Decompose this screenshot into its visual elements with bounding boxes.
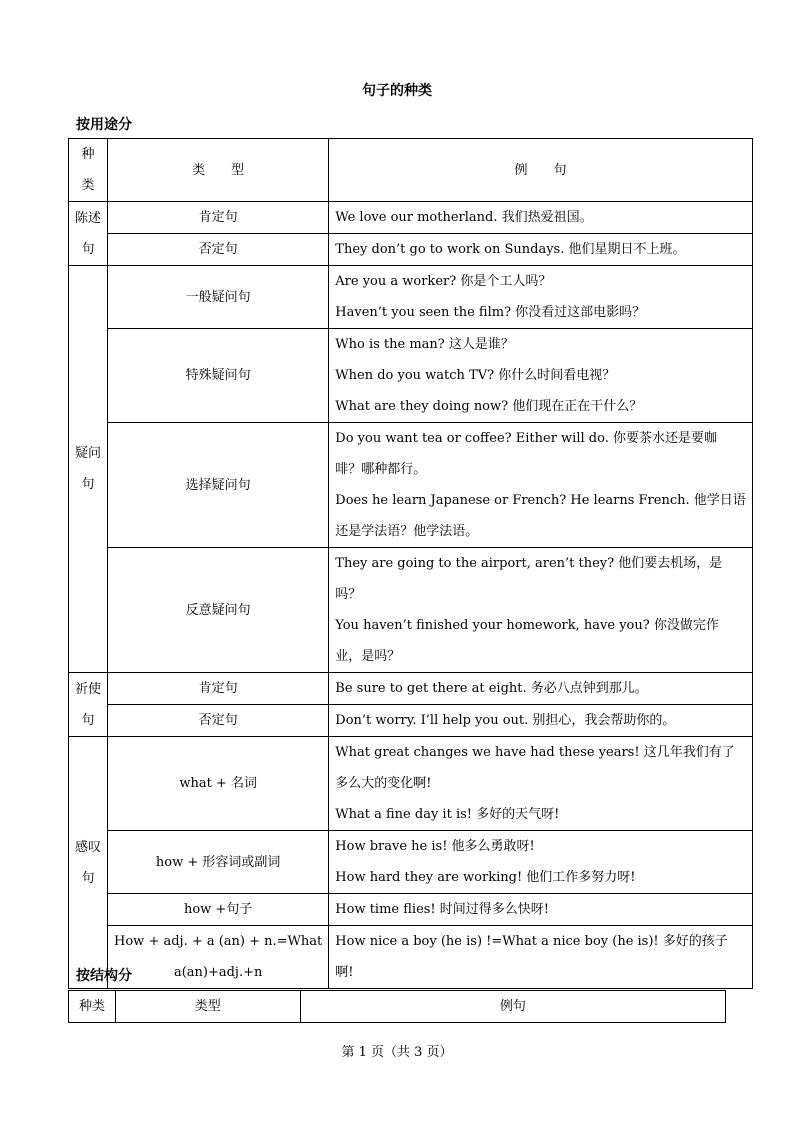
sentence-type-cell (108, 926, 329, 989)
table-row (69, 831, 753, 894)
example-cell (329, 737, 752, 831)
example-line: We love our motherland. 我们热爱祖国。 (335, 210, 593, 225)
header-example: 例句 (300, 991, 725, 1023)
example-line: Are you a worker? 你是个工人吗？ (335, 274, 552, 289)
sentence-kind-cell: 感叹句 (69, 737, 108, 989)
example-line: What are they doing now? 他们现在正在干什么？ (335, 399, 643, 414)
sentence-type-cell: how +句子 (108, 894, 329, 926)
example-cell (329, 894, 752, 926)
page-title: 句子的种类 (362, 83, 432, 99)
sentence-kind-cell: 陈述句 (69, 202, 108, 266)
example-line: How brave he is! 他多么勇敢呀! (335, 839, 535, 854)
example-cell (329, 202, 752, 234)
sentence-type-cell: 肯定句 (108, 202, 329, 234)
sentence-type-cell: 特殊疑问句 (108, 329, 329, 423)
example-line: Don’t worry. I’ll help you out. 别担心，我会帮助你的。 (335, 713, 676, 728)
example-line: 业，是吗？ (335, 649, 401, 664)
table-row (69, 705, 753, 737)
section-heading-by-structure: 按结构分 (76, 968, 132, 984)
sentence-type-line: How + adj. + a (an) + n.=What (114, 934, 323, 949)
table-row (69, 894, 753, 926)
sentence-type-line: a(an)+adj.+n (173, 965, 263, 980)
sentence-type-cell: 肯定句 (108, 673, 329, 705)
header-type: 类 型 (108, 139, 329, 202)
example-line: They don’t go to work on Sundays. 他们星期日不上班。 (335, 242, 686, 257)
table-row (69, 329, 753, 423)
example-line: When do you watch TV? 你什么时间看电视？ (335, 368, 616, 383)
example-line: Who is the man? 这人是谁？ (335, 337, 514, 352)
example-line: 啊! (335, 965, 354, 980)
sentence-type-cell: 否定句 (108, 234, 329, 266)
page-footer: 第 1 页（共 3 页） (341, 1045, 453, 1060)
sentence-type-cell: 否定句 (108, 705, 329, 737)
sentence-type-cell: 反意疑问句 (108, 548, 329, 673)
table-header-row (69, 139, 753, 202)
table-row (69, 202, 753, 234)
example-cell (329, 329, 752, 423)
example-line: Be sure to get there at eight. 务必八点钟到那儿。 (335, 681, 648, 696)
example-line: How hard they are working! 他们工作多努力呀! (335, 870, 636, 885)
example-line: What great changes we have had these years! 这几年我们有了 (335, 745, 735, 760)
section-heading-by-use: 按用途分 (76, 117, 132, 133)
table-header-row (69, 991, 726, 1023)
example-cell (329, 266, 752, 329)
example-line: Do you want tea or coffee? Either will do. 你要茶水还是要咖 (335, 431, 717, 446)
header-example: 例 句 (329, 139, 752, 202)
example-line: 多么大的变化啊! (335, 776, 432, 791)
example-line: What a fine day it is! 多好的天气呀! (335, 807, 560, 822)
table-row (69, 673, 753, 705)
sentence-type-table-by-use (68, 138, 753, 989)
example-cell (329, 926, 752, 989)
table-row (69, 266, 753, 329)
example-cell (329, 548, 752, 673)
table-row (69, 737, 753, 831)
example-line: Haven’t you seen the film? 你没看过这部电影吗？ (335, 305, 646, 320)
example-line: How time flies! 时间过得多么快呀! (335, 902, 550, 917)
example-cell (329, 705, 752, 737)
example-line: They are going to the airport, aren’t they? 他们要去机场，是 (335, 556, 723, 571)
example-cell (329, 831, 752, 894)
header-kind: 种 类 (69, 139, 108, 202)
sentence-type-cell: how + 形容词或副词 (108, 831, 329, 894)
table-row (69, 548, 753, 673)
example-line: You haven’t finished your homework, have you? 你没做完作 (335, 618, 719, 633)
example-line: Does he learn Japanese or French? He learns French. 他学日语 (335, 493, 746, 508)
sentence-type-table-by-structure (68, 990, 726, 1023)
table-row (69, 423, 753, 548)
sentence-kind-cell: 祈使句 (69, 673, 108, 737)
header-type: 类型 (115, 991, 300, 1023)
sentence-type-cell: 选择疑问句 (108, 423, 329, 548)
example-line: 还是学法语？他学法语。 (335, 524, 479, 539)
example-cell (329, 234, 752, 266)
sentence-type-cell: what + 名词 (108, 737, 329, 831)
table-row (69, 926, 753, 989)
example-line: How nice a boy (he is) !=What a nice boy (he is)! 多好的孩子 (335, 934, 728, 949)
example-line: 吗？ (335, 587, 362, 602)
sentence-type-cell: 一般疑问句 (108, 266, 329, 329)
header-kind: 种类 (69, 991, 116, 1023)
sentence-kind-cell: 疑问句 (69, 266, 108, 673)
table-row (69, 234, 753, 266)
example-cell (329, 423, 752, 548)
example-cell (329, 673, 752, 705)
example-line: 啡？哪种都行。 (335, 462, 427, 477)
